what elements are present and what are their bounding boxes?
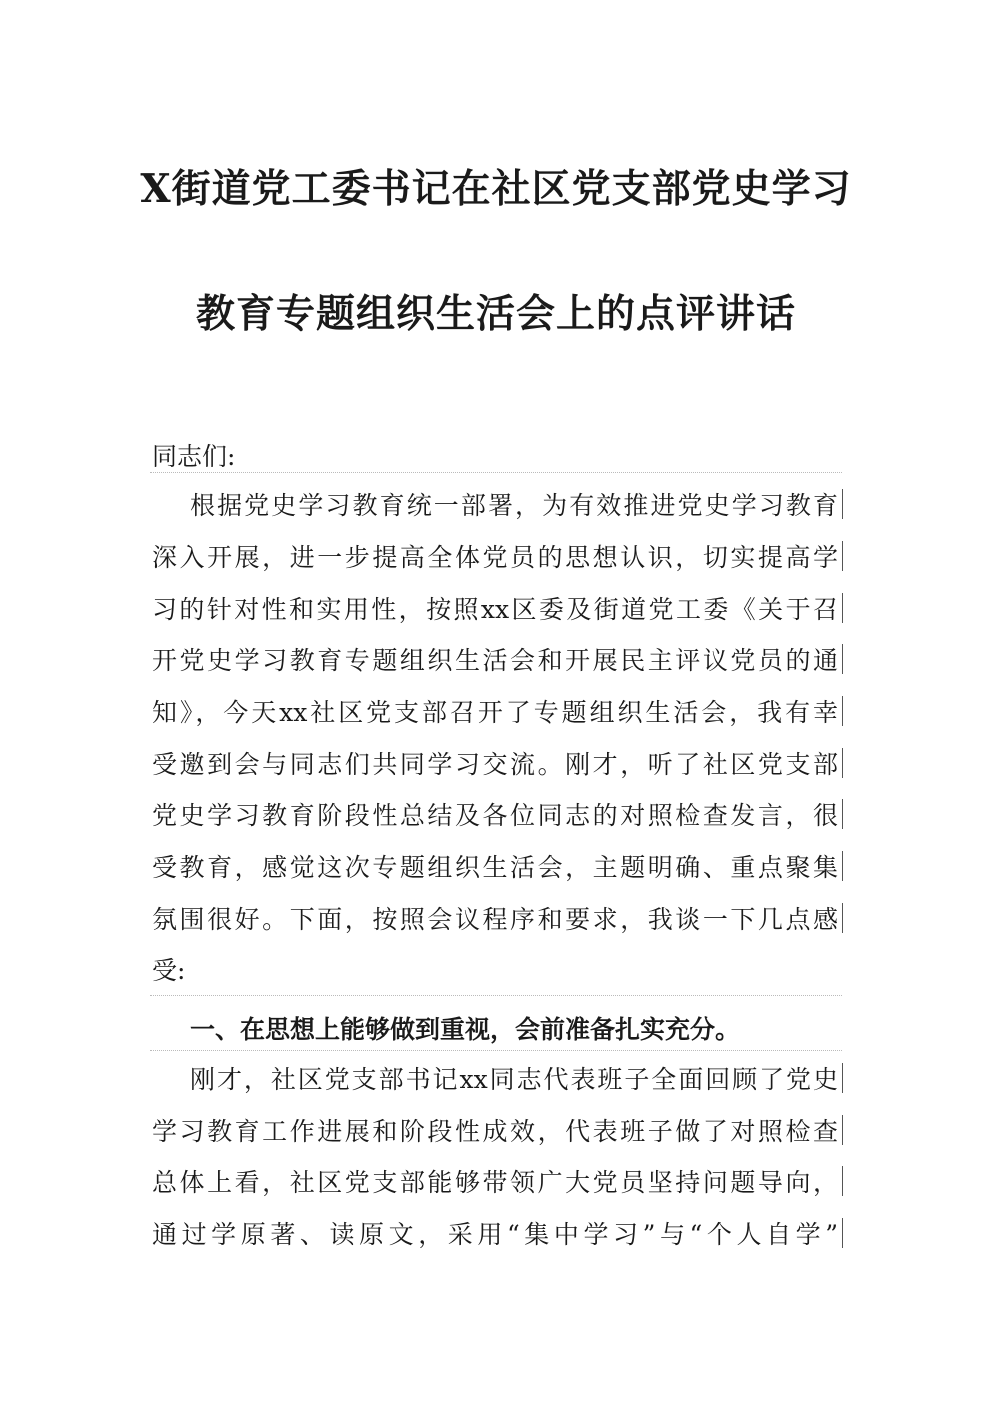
margin-marker <box>842 644 843 674</box>
paragraph-1-line: 氛围很好。下面，按照会议程序和要求，我谈一下几点感 <box>152 905 838 934</box>
margin-marker <box>842 1166 843 1196</box>
section-heading-1: 一、在思想上能够做到重视，会前准备扎实充分。 <box>190 1015 741 1044</box>
dotted-rule <box>150 1050 842 1051</box>
margin-marker <box>842 1115 843 1145</box>
dotted-rule <box>150 472 842 473</box>
paragraph-2-line: 通过学原著、读原文，采用“集中学习”与“个人自学” <box>152 1220 838 1249</box>
paragraph-1-line: 知》，今天xx社区党支部召开了专题组织生活会，我有幸 <box>152 698 838 727</box>
paragraph-2-line: 学习教育工作进展和阶段性成效，代表班子做了对照检查 <box>152 1117 838 1146</box>
paragraph-1-line: 根据党史学习教育统一部署，为有效推进党史学习教育 <box>190 491 838 520</box>
paragraph-1-line: 受教育，感觉这次专题组织生活会，主题明确、重点聚集 <box>152 853 838 882</box>
margin-marker <box>842 541 843 571</box>
margin-marker <box>842 1063 843 1093</box>
document-title-line-2: 教育专题组织生活会上的点评讲话 <box>195 291 796 337</box>
paragraph-1-line: 党史学习教育阶段性总结及各位同志的对照检查发言，很 <box>152 801 838 830</box>
margin-marker <box>842 696 843 726</box>
paragraph-1-line: 受邀到会与同志们共同学习交流。刚才，听了社区党支部 <box>152 750 838 779</box>
margin-marker <box>842 748 843 778</box>
dotted-rule <box>150 995 842 996</box>
paragraph-1-line: 习的针对性和实用性，按照xx区委及街道党工委《关于召 <box>152 595 838 624</box>
margin-marker <box>842 799 843 829</box>
margin-marker <box>842 489 843 519</box>
margin-marker <box>842 593 843 623</box>
paragraph-1-line: 开党史学习教育专题组织生活会和开展民主评议党员的通 <box>152 646 838 675</box>
paragraph-2-line: 总体上看，社区党支部能够带领广大党员坚持问题导向， <box>152 1168 838 1197</box>
paragraph-1-line: 受: <box>152 956 186 985</box>
margin-marker <box>842 1218 843 1248</box>
margin-marker <box>842 903 843 933</box>
paragraph-2-line: 刚才，社区党支部书记xx同志代表班子全面回顾了党史 <box>190 1065 838 1094</box>
margin-marker <box>842 851 843 881</box>
document-title-line-1: X街道党工委书记在社区党支部党史学习 <box>140 166 852 212</box>
paragraph-1-line: 深入开展，进一步提高全体党员的思想认识，切实提高学 <box>152 543 838 572</box>
salutation: 同志们: <box>152 442 236 471</box>
